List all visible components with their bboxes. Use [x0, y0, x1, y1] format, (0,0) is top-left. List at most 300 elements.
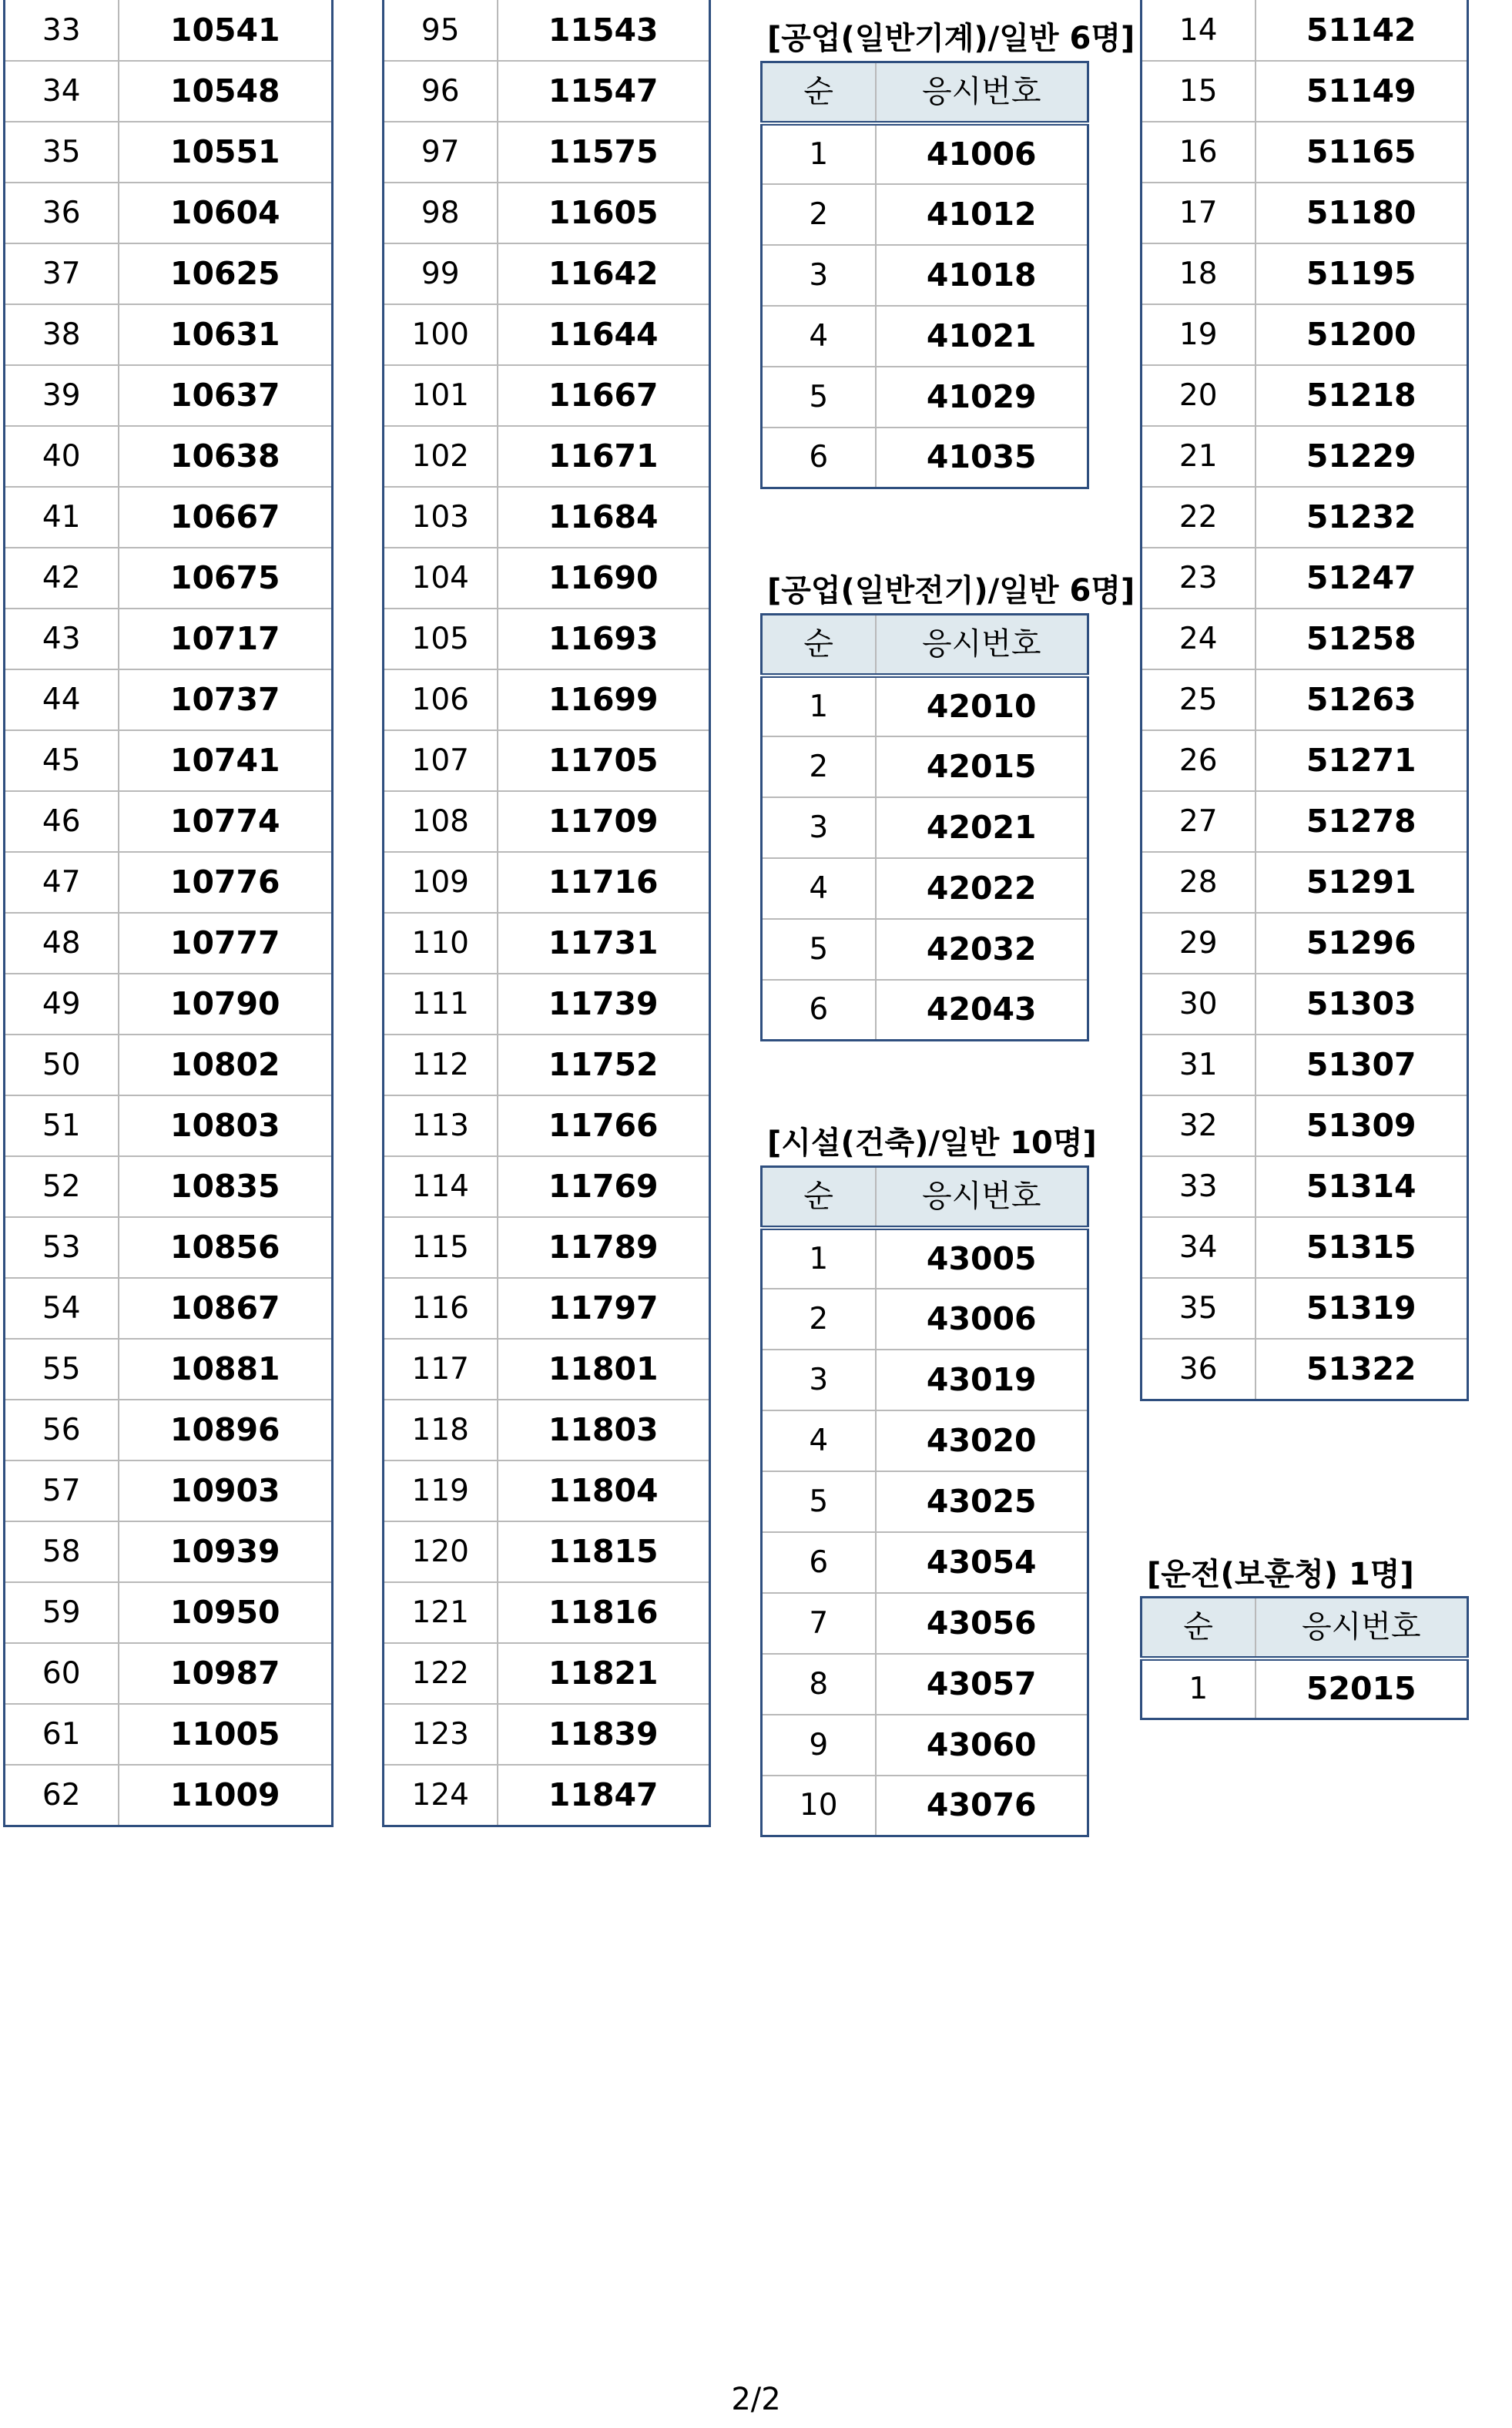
- seq-cell: 112: [384, 1035, 498, 1095]
- table-row: [384, 913, 710, 974]
- exam-number-cell: 41006: [876, 123, 1088, 184]
- seq-cell: 47: [5, 852, 119, 913]
- seq-cell: 60: [5, 1643, 119, 1704]
- table-row: [762, 1471, 1088, 1532]
- seq-cell: 52: [5, 1156, 119, 1217]
- exam-number-cell: 43006: [876, 1289, 1088, 1350]
- seq-cell: 10: [762, 1776, 876, 1836]
- exam-number-cell: 51180: [1256, 183, 1468, 243]
- exam-number-cell: 42032: [876, 919, 1088, 980]
- seq-cell: 2: [762, 184, 876, 245]
- seq-cell: 5: [762, 919, 876, 980]
- table-row: [384, 974, 710, 1035]
- table-row: [5, 1582, 333, 1643]
- seq-cell: 44: [5, 669, 119, 730]
- column-header-exam-number: 응시번호: [876, 615, 1088, 676]
- exam-number-cell: 10741: [119, 730, 333, 791]
- group-title-mechanical: [공업(일반기계)/일반 6명]: [767, 21, 1135, 56]
- seq-cell: 62: [5, 1765, 119, 1826]
- table-row: [384, 548, 710, 609]
- group-table-architecture: [760, 1165, 1089, 1837]
- table-row: [5, 548, 333, 609]
- seq-cell: 23: [1142, 548, 1256, 609]
- exam-number-cell: 11644: [498, 304, 710, 365]
- table-row: [1142, 730, 1468, 791]
- exam-number-cell: 11547: [498, 61, 710, 122]
- table-row: [1142, 365, 1468, 426]
- exam-number-cell: 10675: [119, 548, 333, 609]
- seq-cell: 55: [5, 1339, 119, 1400]
- table-row: [762, 123, 1088, 184]
- table-row: [5, 1156, 333, 1217]
- seq-cell: 32: [1142, 1095, 1256, 1156]
- seq-cell: 21: [1142, 426, 1256, 487]
- exam-number-cell: 10604: [119, 183, 333, 243]
- exam-number-cell: 51309: [1256, 1095, 1468, 1156]
- seq-cell: 59: [5, 1582, 119, 1643]
- table-row: [1142, 243, 1468, 304]
- table-row: [5, 0, 333, 61]
- seq-cell: 43: [5, 609, 119, 669]
- exam-number-cell: 42021: [876, 797, 1088, 858]
- exam-number-cell: 51258: [1256, 609, 1468, 669]
- seq-cell: 16: [1142, 122, 1256, 183]
- seq-cell: 40: [5, 426, 119, 487]
- table-row: [762, 797, 1088, 858]
- column-header-seq: 순: [762, 615, 876, 676]
- table-row: [5, 791, 333, 852]
- exam-number-cell: 51322: [1256, 1339, 1468, 1400]
- table-row: [5, 1460, 333, 1521]
- table-row: [1142, 913, 1468, 974]
- seq-cell: 54: [5, 1278, 119, 1339]
- table-row: [5, 669, 333, 730]
- seq-cell: 35: [1142, 1278, 1256, 1339]
- exam-number-cell: 43005: [876, 1228, 1088, 1289]
- seq-cell: 5: [762, 367, 876, 428]
- exam-number-cell: 51314: [1256, 1156, 1468, 1217]
- exam-number-cell: 52015: [1256, 1658, 1468, 1719]
- exam-number-cell: 11797: [498, 1278, 710, 1339]
- table-row: [384, 1582, 710, 1643]
- seq-cell: 17: [1142, 183, 1256, 243]
- exam-number-cell: 42015: [876, 736, 1088, 797]
- table-row: [1142, 487, 1468, 548]
- seq-cell: 15: [1142, 61, 1256, 122]
- table-row: [384, 426, 710, 487]
- seq-cell: 50: [5, 1035, 119, 1095]
- seq-cell: 35: [5, 122, 119, 183]
- seq-cell: 96: [384, 61, 498, 122]
- seq-cell: 26: [1142, 730, 1256, 791]
- table-row: [762, 1410, 1088, 1471]
- seq-cell: 39: [5, 365, 119, 426]
- table-row: [5, 1521, 333, 1582]
- table-row: [5, 243, 333, 304]
- table-row: [5, 122, 333, 183]
- seq-cell: 41: [5, 487, 119, 548]
- exam-number-cell: 11684: [498, 487, 710, 548]
- table-row: [5, 61, 333, 122]
- table-row: [1142, 1658, 1468, 1719]
- exam-number-cell: 42022: [876, 858, 1088, 919]
- table-row: [1142, 0, 1468, 61]
- exam-number-cell: 43056: [876, 1593, 1088, 1654]
- exam-number-cell: 51232: [1256, 487, 1468, 548]
- column-header-seq: 순: [1142, 1598, 1256, 1658]
- seq-cell: 33: [5, 0, 119, 61]
- table-header-row: [762, 62, 1088, 123]
- table-row: [1142, 1339, 1468, 1400]
- exam-number-cell: 11709: [498, 791, 710, 852]
- exam-number-cell: 51278: [1256, 791, 1468, 852]
- seq-cell: 37: [5, 243, 119, 304]
- seq-cell: 100: [384, 304, 498, 365]
- seq-cell: 58: [5, 1521, 119, 1582]
- exam-number-cell: 10881: [119, 1339, 333, 1400]
- table-row: [1142, 1217, 1468, 1278]
- exam-number-cell: 10790: [119, 974, 333, 1035]
- seq-cell: 99: [384, 243, 498, 304]
- table-row: [384, 1095, 710, 1156]
- seq-cell: 8: [762, 1654, 876, 1715]
- exam-number-cell: 51307: [1256, 1035, 1468, 1095]
- exam-number-cell: 10987: [119, 1643, 333, 1704]
- seq-cell: 107: [384, 730, 498, 791]
- exam-number-cell: 10625: [119, 243, 333, 304]
- table-row: [384, 365, 710, 426]
- table-row: [5, 1643, 333, 1704]
- results-table-col1: [3, 0, 334, 1827]
- exam-number-cell: 11690: [498, 548, 710, 609]
- seq-cell: 109: [384, 852, 498, 913]
- table-row: [384, 1278, 710, 1339]
- seq-cell: 45: [5, 730, 119, 791]
- exam-number-cell: 51319: [1256, 1278, 1468, 1339]
- exam-number-cell: 11731: [498, 913, 710, 974]
- exam-number-cell: 11816: [498, 1582, 710, 1643]
- seq-cell: 122: [384, 1643, 498, 1704]
- seq-cell: 105: [384, 609, 498, 669]
- seq-cell: 25: [1142, 669, 1256, 730]
- table-row: [5, 609, 333, 669]
- exam-number-cell: 10637: [119, 365, 333, 426]
- seq-cell: 1: [762, 123, 876, 184]
- table-row: [1142, 791, 1468, 852]
- table-row: [384, 1156, 710, 1217]
- table-row: [762, 980, 1088, 1041]
- seq-cell: 5: [762, 1471, 876, 1532]
- table-row: [384, 183, 710, 243]
- table-row: [384, 730, 710, 791]
- table-row: [5, 1765, 333, 1826]
- table-row: [762, 736, 1088, 797]
- exam-number-cell: 11716: [498, 852, 710, 913]
- seq-cell: 119: [384, 1460, 498, 1521]
- seq-cell: 36: [1142, 1339, 1256, 1400]
- exam-number-cell: 10541: [119, 0, 333, 61]
- exam-number-cell: 11739: [498, 974, 710, 1035]
- group-table-electrical: [760, 613, 1089, 1041]
- exam-number-cell: 11705: [498, 730, 710, 791]
- seq-cell: 116: [384, 1278, 498, 1339]
- table-row: [5, 1035, 333, 1095]
- seq-cell: 20: [1142, 365, 1256, 426]
- exam-number-cell: 11769: [498, 1156, 710, 1217]
- table-row: [384, 122, 710, 183]
- exam-number-cell: 11667: [498, 365, 710, 426]
- table-row: [1142, 609, 1468, 669]
- table-row: [762, 367, 1088, 428]
- table-row: [384, 304, 710, 365]
- table-row: [762, 245, 1088, 306]
- table-row: [384, 1400, 710, 1460]
- exam-number-cell: 43020: [876, 1410, 1088, 1471]
- seq-cell: 115: [384, 1217, 498, 1278]
- seq-cell: 24: [1142, 609, 1256, 669]
- table-row: [762, 1654, 1088, 1715]
- table-row: [384, 61, 710, 122]
- seq-cell: 9: [762, 1715, 876, 1776]
- seq-cell: 4: [762, 1410, 876, 1471]
- exam-number-cell: 51247: [1256, 548, 1468, 609]
- seq-cell: 29: [1142, 913, 1256, 974]
- table-row: [384, 487, 710, 548]
- exam-number-cell: 11804: [498, 1460, 710, 1521]
- table-row: [384, 1339, 710, 1400]
- seq-cell: 7: [762, 1593, 876, 1654]
- table-row: [5, 426, 333, 487]
- exam-number-cell: 42010: [876, 676, 1088, 736]
- table-row: [762, 306, 1088, 367]
- column-header-exam-number: 응시번호: [876, 62, 1088, 123]
- exam-number-cell: 51200: [1256, 304, 1468, 365]
- table-row: [1142, 852, 1468, 913]
- exam-number-cell: 51218: [1256, 365, 1468, 426]
- seq-cell: 53: [5, 1217, 119, 1278]
- table-row: [5, 1095, 333, 1156]
- seq-cell: 1: [762, 1228, 876, 1289]
- exam-number-cell: 10548: [119, 61, 333, 122]
- exam-number-cell: 10717: [119, 609, 333, 669]
- exam-number-cell: 10777: [119, 913, 333, 974]
- exam-number-cell: 43025: [876, 1471, 1088, 1532]
- seq-cell: 14: [1142, 0, 1256, 61]
- seq-cell: 46: [5, 791, 119, 852]
- table-row: [762, 1776, 1088, 1836]
- seq-cell: 118: [384, 1400, 498, 1460]
- group-title-electrical: [공업(일반전기)/일반 6명]: [767, 573, 1135, 609]
- exam-number-cell: 11839: [498, 1704, 710, 1765]
- table-row: [5, 304, 333, 365]
- seq-cell: 31: [1142, 1035, 1256, 1095]
- exam-number-cell: 51296: [1256, 913, 1468, 974]
- seq-cell: 51: [5, 1095, 119, 1156]
- seq-cell: 123: [384, 1704, 498, 1765]
- table-row: [762, 1593, 1088, 1654]
- seq-cell: 1: [762, 676, 876, 736]
- seq-cell: 4: [762, 306, 876, 367]
- seq-cell: 3: [762, 1350, 876, 1410]
- seq-cell: 36: [5, 183, 119, 243]
- exam-number-cell: 51315: [1256, 1217, 1468, 1278]
- seq-cell: 114: [384, 1156, 498, 1217]
- table-row: [762, 919, 1088, 980]
- exam-number-cell: 51303: [1256, 974, 1468, 1035]
- exam-number-cell: 51149: [1256, 61, 1468, 122]
- exam-number-cell: 11009: [119, 1765, 333, 1826]
- table-row: [384, 1217, 710, 1278]
- seq-cell: 34: [5, 61, 119, 122]
- exam-number-cell: 10856: [119, 1217, 333, 1278]
- table-row: [1142, 304, 1468, 365]
- table-header-row: [1142, 1598, 1468, 1658]
- group-table-driving: [1140, 1596, 1469, 1720]
- table-row: [5, 1278, 333, 1339]
- table-row: [5, 852, 333, 913]
- exam-number-cell: 41035: [876, 428, 1088, 488]
- exam-number-cell: 10551: [119, 122, 333, 183]
- table-row: [384, 1521, 710, 1582]
- seq-cell: 103: [384, 487, 498, 548]
- table-row: [384, 1704, 710, 1765]
- table-row: [1142, 1095, 1468, 1156]
- exam-number-cell: 11605: [498, 183, 710, 243]
- exam-number-cell: 43076: [876, 1776, 1088, 1836]
- table-row: [5, 183, 333, 243]
- column-header-exam-number: 응시번호: [876, 1167, 1088, 1228]
- table-row: [384, 1460, 710, 1521]
- exam-number-cell: 41021: [876, 306, 1088, 367]
- exam-number-cell: 11752: [498, 1035, 710, 1095]
- exam-number-cell: 11699: [498, 669, 710, 730]
- seq-cell: 34: [1142, 1217, 1256, 1278]
- exam-number-cell: 51142: [1256, 0, 1468, 61]
- exam-number-cell: 10638: [119, 426, 333, 487]
- exam-number-cell: 10737: [119, 669, 333, 730]
- seq-cell: 6: [762, 428, 876, 488]
- exam-number-cell: 43054: [876, 1532, 1088, 1593]
- table-row: [5, 487, 333, 548]
- seq-cell: 30: [1142, 974, 1256, 1035]
- table-row: [384, 669, 710, 730]
- seq-cell: 101: [384, 365, 498, 426]
- exam-number-cell: 11543: [498, 0, 710, 61]
- exam-number-cell: 11766: [498, 1095, 710, 1156]
- exam-number-cell: 51229: [1256, 426, 1468, 487]
- seq-cell: 120: [384, 1521, 498, 1582]
- seq-cell: 106: [384, 669, 498, 730]
- table-row: [1142, 974, 1468, 1035]
- table-row: [384, 852, 710, 913]
- seq-cell: 3: [762, 797, 876, 858]
- exam-number-cell: 11821: [498, 1643, 710, 1704]
- group-table-mechanical: [760, 61, 1089, 489]
- group-title-driving: [운전(보훈청) 1명]: [1147, 1557, 1414, 1592]
- table-row: [5, 1400, 333, 1460]
- seq-cell: 98: [384, 183, 498, 243]
- seq-cell: 56: [5, 1400, 119, 1460]
- exam-number-cell: 10774: [119, 791, 333, 852]
- group-title-architecture: [시설(건축)/일반 10명]: [767, 1125, 1097, 1161]
- seq-cell: 117: [384, 1339, 498, 1400]
- table-row: [384, 1765, 710, 1826]
- table-row: [762, 1289, 1088, 1350]
- seq-cell: 102: [384, 426, 498, 487]
- exam-number-cell: 11575: [498, 122, 710, 183]
- exam-number-cell: 10950: [119, 1582, 333, 1643]
- table-row: [1142, 669, 1468, 730]
- exam-number-cell: 10776: [119, 852, 333, 913]
- exam-number-cell: 11815: [498, 1521, 710, 1582]
- table-row: [1142, 122, 1468, 183]
- table-header-row: [762, 1167, 1088, 1228]
- table-row: [762, 1532, 1088, 1593]
- table-row: [5, 365, 333, 426]
- table-row: [384, 1035, 710, 1095]
- exam-number-cell: 10631: [119, 304, 333, 365]
- seq-cell: 38: [5, 304, 119, 365]
- seq-cell: 27: [1142, 791, 1256, 852]
- table-row: [762, 1350, 1088, 1410]
- table-header-row: [762, 615, 1088, 676]
- results-table-col2: [382, 0, 711, 1827]
- exam-number-cell: 42043: [876, 980, 1088, 1041]
- table-row: [5, 730, 333, 791]
- table-row: [384, 609, 710, 669]
- exam-number-cell: 41012: [876, 184, 1088, 245]
- table-row: [5, 1704, 333, 1765]
- exam-number-cell: 11642: [498, 243, 710, 304]
- exam-number-cell: 10867: [119, 1278, 333, 1339]
- seq-cell: 1: [1142, 1658, 1256, 1719]
- table-row: [762, 676, 1088, 736]
- page-number: 2/2: [731, 2382, 781, 2417]
- exam-number-cell: 10802: [119, 1035, 333, 1095]
- seq-cell: 108: [384, 791, 498, 852]
- seq-cell: 113: [384, 1095, 498, 1156]
- exam-number-cell: 11847: [498, 1765, 710, 1826]
- exam-number-cell: 11671: [498, 426, 710, 487]
- exam-number-cell: 10939: [119, 1521, 333, 1582]
- seq-cell: 124: [384, 1765, 498, 1826]
- table-row: [384, 1643, 710, 1704]
- exam-number-cell: 11803: [498, 1400, 710, 1460]
- seq-cell: 49: [5, 974, 119, 1035]
- seq-cell: 104: [384, 548, 498, 609]
- seq-cell: 42: [5, 548, 119, 609]
- table-row: [1142, 61, 1468, 122]
- column-header-seq: 순: [762, 62, 876, 123]
- table-row: [5, 1217, 333, 1278]
- table-row: [1142, 426, 1468, 487]
- exam-number-cell: 11789: [498, 1217, 710, 1278]
- seq-cell: 2: [762, 736, 876, 797]
- exam-number-cell: 10835: [119, 1156, 333, 1217]
- exam-number-cell: 41018: [876, 245, 1088, 306]
- seq-cell: 33: [1142, 1156, 1256, 1217]
- seq-cell: 6: [762, 980, 876, 1041]
- exam-number-cell: 10903: [119, 1460, 333, 1521]
- column-header-seq: 순: [762, 1167, 876, 1228]
- seq-cell: 22: [1142, 487, 1256, 548]
- table-row: [762, 1228, 1088, 1289]
- table-row: [5, 974, 333, 1035]
- exam-number-cell: 51165: [1256, 122, 1468, 183]
- exam-number-cell: 11005: [119, 1704, 333, 1765]
- exam-number-cell: 10803: [119, 1095, 333, 1156]
- seq-cell: 48: [5, 913, 119, 974]
